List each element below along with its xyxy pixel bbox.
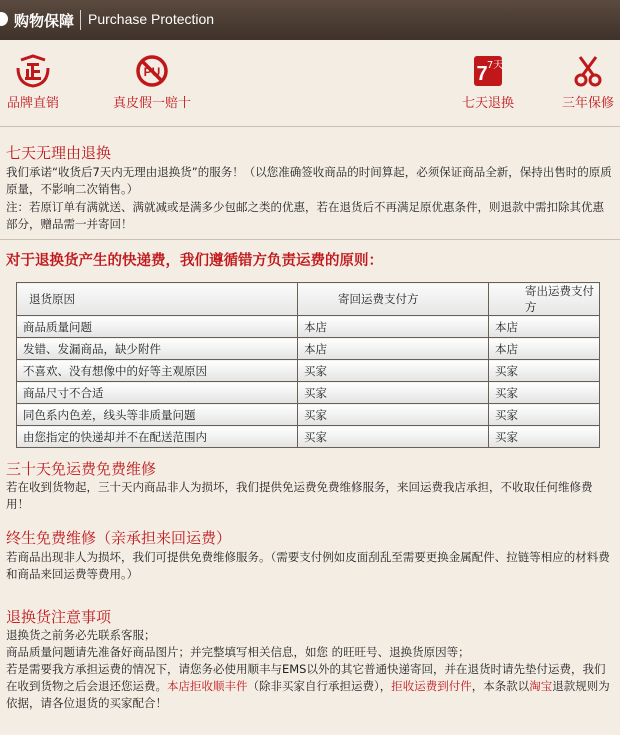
table-cell: 买家 bbox=[298, 404, 489, 426]
seven-day-icon-text: 7天 bbox=[486, 60, 504, 71]
table-row bbox=[17, 360, 600, 382]
table-cell: 发错、发漏商品，缺少附件 bbox=[17, 338, 298, 360]
notes-text bbox=[6, 627, 614, 712]
table-cell: 同色系内色差，线头等非质量问题 bbox=[17, 404, 298, 426]
notes-line-3-text: 若是需要我方承担运费的情况下，请您务必使用顺丰与EMS以外的其它普通快递寄回，并在退货时请先垫付运费，我们在收到货物之后会退还您运费。 bbox=[6, 662, 606, 693]
badge-warranty-label: 三年保修 bbox=[561, 96, 614, 111]
table-cell: 商品尺寸不合适 bbox=[17, 382, 298, 404]
table-cell: 由您指定的快递却并不在配送范围内 bbox=[17, 426, 298, 448]
table-cell: 买家 bbox=[489, 360, 600, 382]
table-header-cell: 寄出运费支付方 bbox=[489, 283, 600, 316]
table-cell: 本店 bbox=[298, 338, 489, 360]
notes-line-3-text: （除非买家自行承担运费）， bbox=[247, 679, 392, 693]
taobao-logo-text: 淘宝 bbox=[529, 679, 553, 693]
table-header-cell: 寄回运费支付方 bbox=[298, 283, 489, 316]
header-title-cn: 购物保障 bbox=[14, 12, 75, 30]
table-cell: 本店 bbox=[489, 338, 600, 360]
section-shipping-title: 对于退换货产生的快递费，我们遵循错方负责运费的原则： bbox=[6, 253, 383, 269]
header-dot-icon bbox=[0, 12, 8, 26]
header-title-en: Purchase Protection bbox=[88, 11, 215, 27]
svg-text:7: 7 bbox=[476, 63, 488, 85]
table-row bbox=[17, 426, 600, 448]
section-seven-day-text: 我们承诺“收货后7天内无理由退换货”的服务！（以您准确签收商品的时间算起，必须保证商品全新，保持出售时的原质原量，不影响二次销售。） bbox=[6, 165, 612, 196]
section-lifetime-text: 若商品出现非人为损坏，我们可提供免费维修服务。（需要支付例如皮面刮乱至需要更换金属配件、拉链等相应的材料费和商品来回运费等费用。） bbox=[6, 550, 610, 581]
table-header-cell: 退货原因 bbox=[17, 283, 298, 316]
badge-genuine-leather-label: 真皮假一赔十 bbox=[112, 96, 191, 111]
no-cod-notice: 拒收运费到付件 bbox=[391, 679, 472, 693]
notes-line-3-text: 退款规则为依据，请各位退货的买家配合！ bbox=[6, 679, 610, 710]
section-lifetime-title: 终生免费维修（亲承担来回运费） bbox=[6, 529, 232, 547]
table-row bbox=[17, 316, 600, 338]
table-cell: 买家 bbox=[298, 382, 489, 404]
badge-seven-day bbox=[456, 54, 520, 111]
table-cell: 买家 bbox=[489, 404, 600, 426]
header-bar bbox=[0, 0, 620, 40]
table-cell: 买家 bbox=[298, 426, 489, 448]
table-row bbox=[17, 338, 600, 360]
shipping-fee-table bbox=[16, 282, 600, 448]
table-header-row bbox=[17, 283, 600, 316]
divider bbox=[0, 239, 620, 240]
notes-line-2: 商品质量问题请先准备好商品图片；并完整填写相关信息，如您 的旺旺号、退换货原因等； bbox=[6, 645, 470, 659]
notes-line-3 bbox=[6, 661, 614, 712]
divider bbox=[0, 126, 620, 127]
header-divider bbox=[80, 10, 81, 30]
table-cell: 本店 bbox=[489, 316, 600, 338]
notes-line-3-text: ，本条款以 bbox=[471, 679, 530, 693]
table-cell: 商品质量问题 bbox=[17, 316, 298, 338]
guarantee-badges bbox=[0, 48, 620, 118]
section-thirty-day-text: 若在收到货物起，三十天内商品非人为损坏，我们提供免运费免费维修服务，来回运费我店承担，不收取任何维修费用！ bbox=[6, 480, 593, 511]
seven-day-icon bbox=[472, 54, 504, 88]
badge-brand-label: 品牌直销 bbox=[6, 96, 59, 111]
table-cell: 买家 bbox=[489, 426, 600, 448]
table-cell: 买家 bbox=[298, 360, 489, 382]
table-row bbox=[17, 404, 600, 426]
section-notes-title: 退换货注意事项 bbox=[6, 608, 112, 626]
section-seven-day-note: 注：若原订单有满就送、满就减或是满多少包邮之类的优惠，若在退货后不再满足原优惠条件，则退款中需扣除其优惠部分，赠品需一并寄回！ bbox=[6, 200, 604, 231]
brand-seal-icon bbox=[15, 54, 51, 88]
svg-text:PU: PU bbox=[143, 65, 161, 79]
table-cell: 买家 bbox=[489, 382, 600, 404]
badge-warranty bbox=[558, 54, 618, 111]
pu-ban-icon bbox=[135, 54, 169, 88]
badge-brand bbox=[4, 54, 62, 111]
no-sf-express-notice: 本店拒收顺丰件 bbox=[167, 679, 248, 693]
notes-line-1: 退换货之前务必先联系客服； bbox=[6, 628, 156, 642]
badge-seven-day-label: 七天退换 bbox=[461, 96, 514, 111]
table-row bbox=[17, 382, 600, 404]
table-cell: 本店 bbox=[298, 316, 489, 338]
scissors-icon bbox=[572, 54, 604, 88]
section-thirty-day-title: 三十天免运费免费维修 bbox=[6, 460, 157, 478]
badge-genuine-leather bbox=[104, 54, 200, 111]
section-seven-day-title: 七天无理由退换 bbox=[6, 144, 112, 162]
table-cell: 不喜欢、没有想像中的好等主观原因 bbox=[17, 360, 298, 382]
